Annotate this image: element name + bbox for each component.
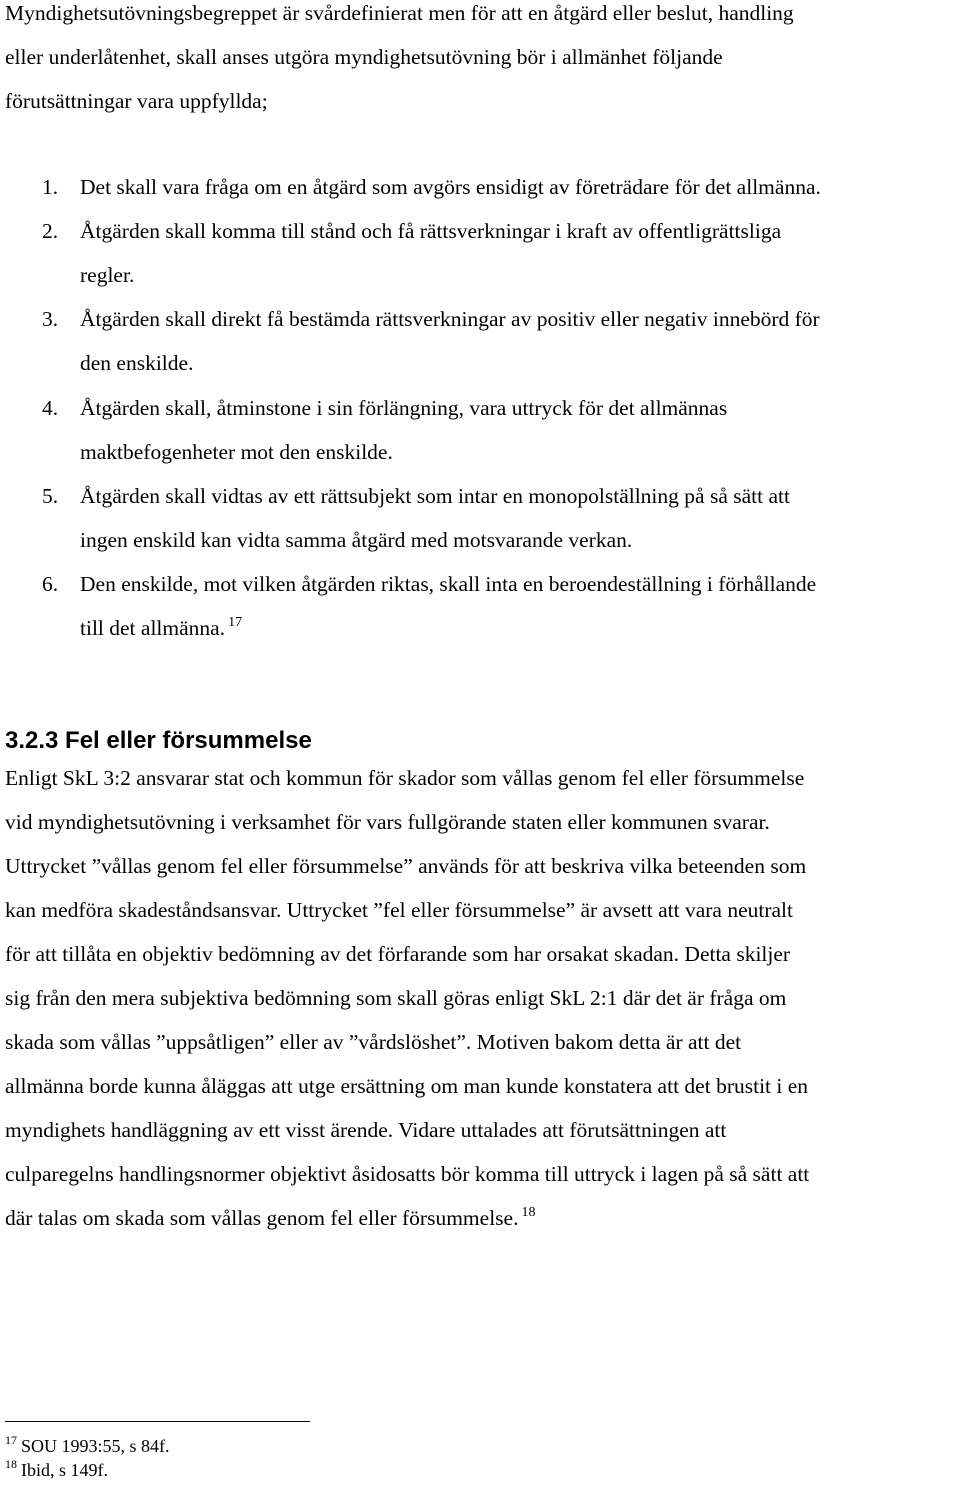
paragraph-line-content: där talas om skada som vållas genom fel eller försummelse. [5, 1206, 519, 1230]
paragraph-line: myndighets handläggning av ett visst ärende. Vidare uttalades att förutsättningen att [5, 1118, 727, 1142]
list-item-text-content: till det allmänna. [80, 616, 226, 640]
paragraph-line: Enligt SkL 3:2 ansvarar stat och kommun för skador som vållas genom fel eller försummelse [5, 766, 805, 790]
footnote-number: 17 [5, 1433, 17, 1447]
footnote-reference[interactable]: 17 [228, 615, 243, 630]
list-item-text: ingen enskild kan vidta samma åtgärd med motsvarande verkan. [80, 528, 633, 552]
list-item-text: Det skall vara fråga om en åtgärd som avgörs ensidigt av företrädare för det allmänna. [80, 175, 821, 199]
section-heading: 3.2.3 Fel eller försummelse [5, 727, 312, 754]
list-item-text: Åtgärden skall vidtas av ett rättsubjekt som intar en monopolställning på så sätt att [80, 484, 790, 508]
paragraph-line: skada som vållas ”uppsåtligen” eller av ”vårdslöshet”. Motiven bakom detta är att det [5, 1030, 742, 1054]
paragraph-line: kan medföra skadeståndsansvar. Uttrycket ”fel eller försummelse” är avsett att vara neutralt [5, 898, 794, 922]
list-item-text: maktbefogenheter mot den enskilde. [80, 440, 393, 464]
footnote-number: 18 [5, 1457, 17, 1471]
paragraph-line: sig från den mera subjektiva bedömning som skall göras enligt SkL 2:1 där det är fråga om [5, 986, 787, 1010]
list-item-number: 3. [42, 307, 59, 331]
paragraph-line: culparegelns handlingsnormer objektivt åsidosatts bör komma till uttryck i lagen på så sätt att [5, 1162, 810, 1186]
list-item-text: regler. [80, 263, 135, 287]
list-item-text: Åtgärden skall komma till stånd och få rättsverkningar i kraft av offentligrättsliga [80, 219, 782, 243]
list-item-text [80, 615, 243, 640]
list-item-number: 1. [42, 175, 59, 199]
footnote [5, 1433, 170, 1456]
list-item-text: den enskilde. [80, 351, 194, 375]
footnote-text: SOU 1993:55, s 84f. [21, 1436, 170, 1456]
list-item-text: Åtgärden skall, åtminstone i sin förlängning, vara uttryck för det allmännas [80, 396, 728, 420]
paragraph-line: Uttrycket ”vållas genom fel eller försummelse” används för att beskriva vilka beteenden som [5, 854, 807, 878]
footnote-reference[interactable]: 18 [521, 1205, 536, 1220]
list-item-text: Åtgärden skall direkt få bestämda rättsverkningar av positiv eller negativ innebörd för [80, 307, 820, 331]
footnote [5, 1457, 108, 1480]
footnote-text: Ibid, s 149f. [21, 1460, 108, 1480]
list-item-number: 5. [42, 484, 59, 508]
footnote-separator [5, 1421, 310, 1422]
intro-line: förutsättningar vara uppfyllda; [5, 89, 268, 113]
list-item-number: 2. [42, 219, 59, 243]
intro-line: Myndighetsutövningsbegreppet är svårdefinierat men för att en åtgärd eller beslut, handling [5, 1, 794, 25]
intro-line: eller underlåtenhet, skall anses utgöra myndighetsutövning bör i allmänhet följande [5, 45, 723, 69]
list-item-number: 6. [42, 572, 59, 596]
paragraph-line: för att tillåta en objektiv bedömning av det förfarande som har orsakat skadan. Detta skiljer [5, 942, 791, 966]
paragraph-line: vid myndighetsutövning i verksamhet för vars fullgörande staten eller kommunen svarar. [5, 810, 770, 834]
paragraph-line: allmänna borde kunna åläggas att utge ersättning om man kunde konstatera att det brustit i en [5, 1074, 809, 1098]
list-item-number: 4. [42, 396, 59, 420]
paragraph-line [5, 1205, 536, 1230]
list-item-text: Den enskilde, mot vilken åtgärden riktas, skall inta en beroendeställning i förhållande [80, 572, 817, 596]
